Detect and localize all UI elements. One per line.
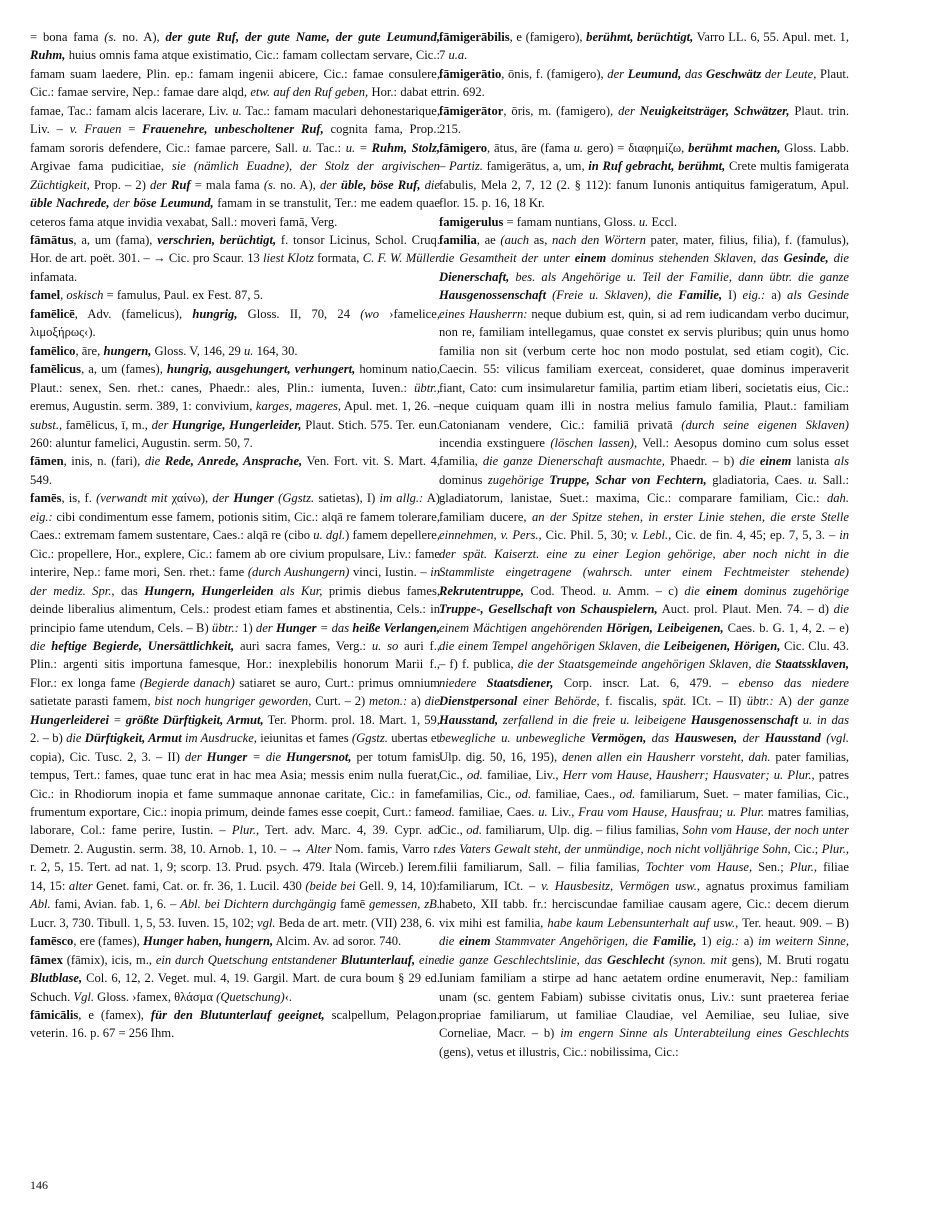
dictionary-entry: fāmex (fāmix), icis, m., ein durch Quetschung entstandener Blutunterlauf, eine Blutblase, Col. 6, 12, 2. Veget. mul. 4, 19. Gargil. Mart. de cura boum § 29 ed. Schuch. Vgl. Gloss. ›famex, θλάσμα (Quetschung)‹.	[30, 952, 441, 1004]
dictionary-entry: famēlicē, Adv. (famelicus), hungrig, Gloss. II, 70, 24 (wo ›famelice, λιμοξήρως‹).	[30, 306, 440, 340]
dictionary-entry: = bona fama (s. no. A), der gute Ruf, der gute Name, der gute Leumund, Ruhm, huius omnis fama atque existimatio, Cic.: famam collectam servare, Cic.: famam suam laedere, Plin. ep.: famam ingenii abicere, Cic.: famae consulere, Cic.: famae servire, Nep.: famae dare alqd, etw. auf den Ruf geben, Hor.: dabat et famae, Tac.: famam alcis lacerare, Liv. u. Tac.: famam maculari dehonestarique, Liv. – v. Frauen = Frauenehre, unbescholtener Ruf, cognita fama, Prop.: famam sororis defendere, Cic.: famae parcere, Sall. u. Tac.: u. = Ruhm, Stolz, Argivae fama pudicitiae, sie (nämlich Euadne), der Stolz der argivischen Züchtigkeit, Prop. – 2) der Ruf = mala fama (s. no. A), der üble, böse Ruf, die üble Nachrede, der böse Leumund, famam in se transtulit, Ter.: me eadem quae ceteros fama atque invidia vexabat, Sall.: moveri famā, Verg.	[30, 30, 441, 229]
dictionary-entry: fāmigerābilis, e (famigero), berühmt, berüchtigt, Varro LL. 6, 55. Apul. met. 1, 7 u.a.	[439, 30, 849, 63]
dictionary-entry: fāmigerātor, ōris, m. (famigero), der Neuigkeitsträger, Schwätzer, Plaut. trin. 215.	[439, 103, 850, 137]
dictionary-entry: famigerulus = famam nuntians, Gloss. u. Eccl.	[439, 214, 677, 229]
dictionary-entry: familia, ae (auch as, nach den Wörtern pater, mater, filius, filia), f. (famulus), die Gesamtheit der unter einem dominus stehenden Sklaven, das Gesinde, die Dienerschaft, bes. als Angehörige u. Teil der Familie, dann übtr. die ganze Hausgenossenschaft (Freie u. Sklaven), die Familie, I) eig.: a) als Gesinde eines Hausherrn: neque dubium est, quin, si ad rem iudicandam verbo ducimur, non re, familiam intellegamus, quae constet ex servis pluribus; quin unus homo familia non sit (verbum certe hoc non modo postulat, sed etiam cogit), Cic. Caecin. 55: vilicus familiam exerceat, consideret, quae dominus imperaverit fiant, Cato: cum insimularetur familia, partim etiam liberi, societatis eius, Cic.: neque cuiquam quam illi in nostra melius famulo familia, Plaut.: familiam Catonianam vendere, Cic.: familiā privatā (durch seine eigenen Sklaven) incendia exstinguere (löschen lassen), Vell.: Aesopus domino cum solus esset familia, die ganze Dienerschaft ausmachte, Phaedr. – b) die einem lanista als dominus zugehörige Truppe, Schar von Fechtern, gladiatoria, Caes. u. Sall.: gladiatorum, lanistae, Suet.: maxima, Cic.: comparare familiam, Cic.: dah. familiam ducere, an der Spitze stehen, in erster Linie stehen, die erste Stelle einnehmen, v. Pers., Cic. Phil. 5, 30; v. Lebl., Cic. de fin. 4, 45; ep. 7, 5, 3. – in der spät. Kaiserzt. eine zu einer Legion gehörige, aber noch nicht in die Stammliste eingetragene (wahrsch. unter einem Fechtmeister stehende) Rekrutentruppe, Cod. Theod. u. Amm. – c) die einem dominus zugehörige Truppe-, Gesellschaft von Schauspielern, Auct. prol. Plaut. Men. 74. – d) die einem Mächtigen angehörenden Hörigen, Leibeigenen, Caes. b. G. 1, 4, 2. – e) die einem Tempel angehörigen Sklaven, die Leibeigenen, Hörigen, Cic. Clu. 43. – f) f. publica, die der Staatsgemeinde angehörigen Sklaven, die Staatssklaven, niedere Staatsdiener, Corp. inscr. Lat. 6, 479. – ebenso das niedere Dienstpersonal einer Behörde, f. fiscalis, spät. ICt. – II) übtr.: A) der ganze Hausstand, zerfallend in die freie u. leibeigene Hausgenossenschaft u. in das bewegliche u. unbewegliche Vermögen, das Hauswesen, der Hausstand (vgl. Ulp. dig. 50, 16, 195), denen allen ein Hausherr vorsteht, dah. pater familias, Cic., od. familiae, Liv., Herr vom Hause, Hausherr; Hausvater; u. Plur., patres familias, Cic., od. familiae, Caes., od. familiarum, Suet. – mater familias, Cic., od. familiae, Caes. u. Liv., Frau vom Hause, Hausfrau; u. Plur. matres familias, Cic., od. familiarum, Ulp. dig. – filius familias, Sohn vom Hause, der noch unter des Vaters Gewalt steht, der unmündige, noch nicht volljährige Sohn, Cic.; Plur., filii familiarum, Sall. – filia familias, Tochter vom Hause, Sen.; Plur., filiae familiarum, ICt. – v. Hausbesitz, Vermögen usw., agnatus proximus familiam habeto, XII tabb. fr.: herciscundae familiae causam agere, Cic.: decem dierum vix mihi est familia, habe kaum Lebensunterhalt auf usw., Ter. heaut. 909. – B) die einem Stammvater Angehörigen, die Familie, 1) eig.: a) im weitern Sinne, die ganze Geschlechtslinie, das Geschlecht (synon. mit gens), M. Bruti rogatu Iuniam familiam a stirpe ad hanc aetatem ordine enumeravit, Nep.: familiam unam (sc. gentem Fabiam) subisse civitatis onus, Liv.: sunt praeterea feriae propriae familiarum, ut familiae Claudiae, vel Aemiliae, seu Iuliae, sive Corneliae, Macr. – b) im engern Sinne als Unterabteilung eines Geschlechts (gens), vetus et illustris, Cic.: nobilissima, Cic.:	[439, 232, 850, 1059]
dictionary-entry: famēs, is, f. (verwandt mit χαίνω), der Hunger (Ggstz. satietas), I) im allg.: A) eig.: cibi condimentum esse famem, potionis sitim, Cic.: alqā re famem tolerare, Caes.: extremam famem sustentare, Caes.: alqā re (cibo u. dgl.) famem depellere, Cic.: propellere, Hor., explere, Cic.: famem ab ore civium propulsare, Liv.: fame interire, Nep.: fame mori, Sen. rhet.: fame (durch Aushungern) vinci, Iustin. – in der mediz. Spr., das Hungern, Hungerleiden als Kur, primis diebus fames, deinde liberalius alimentum, Cels.: prodest etiam fames et abstinentia, Cels.: in principio fame utendum, Cels. – B) übtr.: 1) der Hunger = das heiße Verlangen, die heftige Begierde, Unersättlichkeit, auri sacra fames, Verg.: u. so auri f., Plin.: argenti sitis importuna famesque, Hor.: inexplebilis honorum Marii f., Flor.: ex longa fame (Begierde danach) satiaret se auro, Curt.: primus omnium satietate parasti famem, bist noch hungriger geworden, Curt. – 2) meton.: a) die Hungerleiderei = größte Dürftigkeit, Armut, Ter. Phorm. prol. 18. Mart. 1, 59, 2. – b) die Dürftigkeit, Armut im Ausdrucke, ieiunitas et fames (Ggstz. ubertas et copia), Cic. Tusc. 2, 3. – II) der Hunger = die Hungersnot, per totum famis tempus, Tert.: fames, quae tunc erat in hac mea Asia; messis enim nulla fuerat, Cic.: in Rhodiorum inopia et fame summaque annonae caritate, Cic.: in fame frumentum exportare, Cic.: inopia primum, deinde fames esse coepit, Curt.: fame laborare, Col.: fame perire, Iustin. – Plur., Tert. adv. Marc. 4, 39. Cypr. ad Demetr. 2. Augustin. serm. 38, 10. Arnob. 1, 10. – → Alter Nom. famis, Varro r. r. 2, 5, 15. Tert. ad nat. 1, 9; scorp. 13. Prud. psych. 479. Itala (Wirceb.) Ierem. 14, 15: alter Genet. fami, Cat. or. fr. 36, 1. Lucil. 430 (beide bei Gell. 9, 14, 10): Abl. fami, Avian. fab. 1, 6. – Abl. bei Dichtern durchgängig famē gemessen, zB. Lucr. 3, 730. Tibull. 1, 5, 53. Iuven. 15, 102; vgl. Beda de art. metr. (VII) 238, 6.	[30, 491, 441, 930]
dictionary-entry: fāmicālis, e (famex), für den Blutunterlauf geeignet, scalpellum, Pelagon. veterin. 16. p. 67 = 256 Ihm.	[30, 1008, 440, 1041]
dictionary-entry: fāmigerātio, ōnis, f. (famigero), der Leumund, das Geschwätz der Leute, Plaut. trin. 692.	[439, 66, 850, 100]
right-column	[439, 28, 849, 1061]
dictionary-entry: famel, oskisch = famulus, Paul. ex Fest. 87, 5.	[30, 288, 264, 303]
dictionary-entry: fāmātus, a, um (fama), verschrien, berüchtigt, f. tonsor Licinus, Schol. Cruq. Hor. de art. poët. 301. – → Cic. pro Scaur. 13 liest Klotz formata, C. F. W. Müller infamata.	[30, 232, 440, 284]
page-number: 146	[30, 1178, 48, 1192]
left-column	[30, 28, 440, 1043]
dictionary-entry: famēsco, ere (fames), Hunger haben, hungern, Alcim. Av. ad soror. 740.	[30, 934, 402, 949]
dictionary-entry: fāmigero, ātus, āre (fama u. gero) = διαφημίζω, berühmt machen, Gloss. Labb. – Partiz. famigerātus, a, um, in Ruf gebracht, berühmt, Crete multis famigerata fabulis, Mela 2, 7, 12 (2. § 112): fanum Iunonis antiquitus famigeratum, Apul. flor. 15. p. 16, 18 Kr.	[439, 140, 849, 211]
dictionary-entry: fāmen, inis, n. (fari), die Rede, Anrede, Ansprache, Ven. Fort. vit. S. Mart. 4, 549.	[30, 454, 441, 487]
dictionary-entry: famēlicus, a, um (fames), hungrig, ausgehungert, verhungert, hominum natio, Plaut.: senex, Sen. rhet.: canes, Phaedr.: ales, Plin.: iumenta, Iuven.: übtr., eremus, Augustin. serm. 389, 1: convivium, karges, mageres, Apul. met. 1, 26. – subst., famēlicus, ī, m., der Hungrige, Hungerleider, Plaut. Stich. 575. Ter. eun. 260: aluntur famelici, Augustin. serm. 50, 7.	[30, 362, 441, 450]
dictionary-entry: famēlico, āre, hungern, Gloss. V, 146, 29 u. 164, 30.	[30, 343, 298, 358]
